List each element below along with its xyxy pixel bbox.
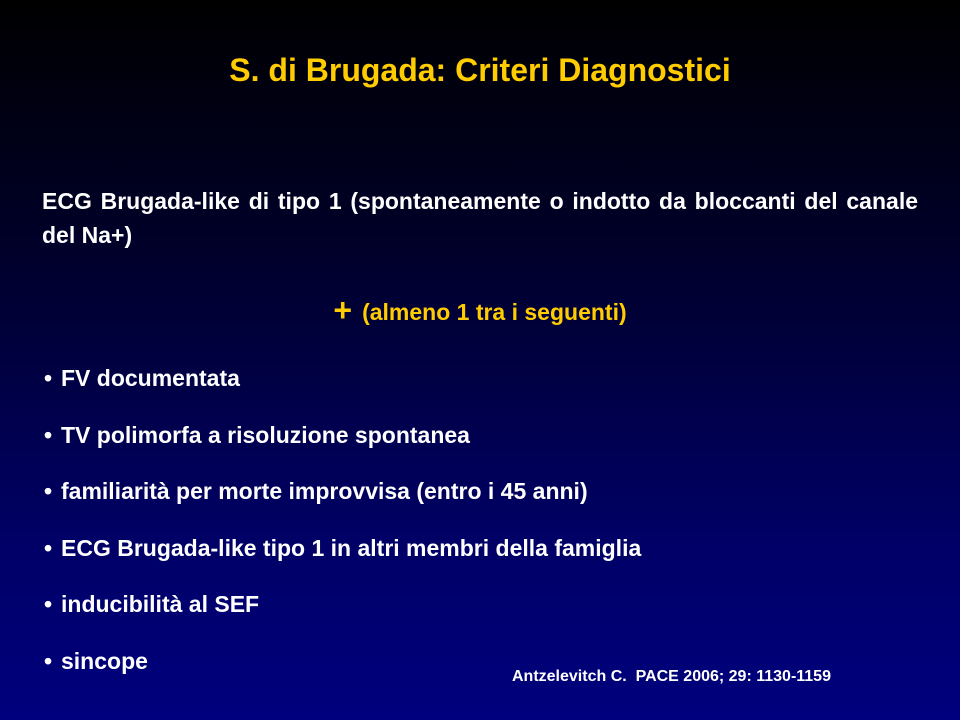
list-item xyxy=(44,471,924,528)
list-item xyxy=(44,528,924,585)
slide-title: S. di Brugada: Criteri Diagnostici xyxy=(229,52,731,88)
list-item xyxy=(44,415,924,472)
list-item-text: familiarità per morte improvvisa (entro i 45 anni) xyxy=(61,478,588,505)
bullet-icon: • xyxy=(44,647,53,674)
list-item-text: sincope xyxy=(61,647,148,674)
plus-sign: + xyxy=(333,292,353,328)
criteria-subheading xyxy=(0,290,960,332)
criteria-list xyxy=(44,358,924,698)
bullet-icon: • xyxy=(44,365,53,391)
bullet-icon: • xyxy=(44,534,53,561)
bullet-icon: • xyxy=(44,421,53,448)
bullet-icon: • xyxy=(44,591,53,618)
list-item-text: TV polimorfa a risoluzione spontanea xyxy=(61,421,470,448)
citation: Antzelevitch C. PACE 2006; 29: 1130-1159 xyxy=(512,668,831,685)
list-item-text: inducibilità al SEF xyxy=(61,591,260,618)
list-item-text: ECG Brugada-like tipo 1 in altri membri della famiglia xyxy=(61,534,642,561)
list-item-text: FV documentata xyxy=(61,365,240,391)
bullet-icon: • xyxy=(44,478,53,505)
criteria-subheading-text: (almeno 1 tra i seguenti) xyxy=(362,299,627,325)
intro-text: ECG Brugada-like di tipo 1 (spontaneamente o indotto da bloccanti del canale del Na+) xyxy=(42,188,918,248)
list-item xyxy=(44,358,924,415)
list-item xyxy=(44,584,924,641)
